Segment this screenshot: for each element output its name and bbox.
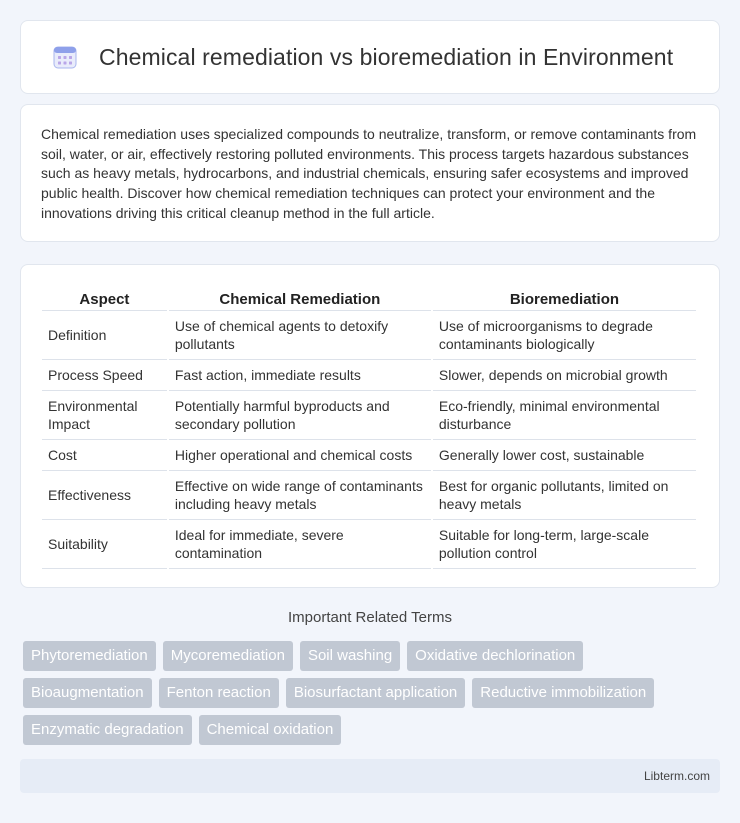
table-cell-bio: Generally lower cost, sustainable xyxy=(433,440,696,471)
term-chip-reductive-immobilization[interactable]: Reductive immobilization xyxy=(472,678,654,708)
term-chip-chemical-oxidation[interactable]: Chemical oxidation xyxy=(199,715,342,745)
table-cell-aspect: Suitability xyxy=(42,520,167,569)
header-chemical-remediation: Chemical Remediation xyxy=(169,285,431,311)
table-header-row xyxy=(42,285,696,311)
terms-row xyxy=(23,641,723,671)
table-cell-chemical: Ideal for immediate, severe contamination xyxy=(169,520,431,569)
table-cell-aspect: Environmental Impact xyxy=(42,391,167,440)
term-chip-fenton-reaction[interactable]: Fenton reaction xyxy=(159,678,279,708)
comparison-table xyxy=(40,285,698,569)
table-cell-chemical: Potentially harmful byproducts and secondary pollution xyxy=(169,391,431,440)
term-chip-soil-washing[interactable]: Soil washing xyxy=(300,641,400,671)
term-chip-mycoremediation[interactable]: Mycoremediation xyxy=(163,641,293,671)
term-chip-phytoremediation[interactable]: Phytoremediation xyxy=(23,641,156,671)
term-chip-biosurfactant-application[interactable]: Biosurfactant application xyxy=(286,678,465,708)
terms-row xyxy=(23,715,723,745)
footer-site-link[interactable]: Libterm.com xyxy=(643,769,710,783)
intro-paragraph: Chemical remediation uses specialized compounds to neutralize, transform, or remove contaminants from soil, water, or air, effectively restoring polluted environments. This process targets hazardous substances such as heavy metals, hydrocarbons, and industrial chemicals, ensuring safer ecosystems and improved public health. Discover how chemical remediation techniques can protect your environment and the innovations driving this critical cleanup method in the full article. xyxy=(41,126,697,221)
related-terms-heading: Important Related Terms xyxy=(288,609,452,626)
table-cell-chemical: Fast action, immediate results xyxy=(169,360,431,391)
table-cell-aspect: Effectiveness xyxy=(42,471,167,520)
footer xyxy=(20,759,720,793)
header-aspect: Aspect xyxy=(42,285,167,311)
table-cell-bio: Suitable for long-term, large-scale pollution control xyxy=(433,520,696,569)
table-row xyxy=(42,440,696,471)
table-row xyxy=(42,360,696,391)
term-chip-oxidative-dechlorination[interactable]: Oxidative dechlorination xyxy=(407,641,583,671)
title-card xyxy=(20,20,720,94)
related-terms-list xyxy=(23,641,723,752)
table-cell-chemical: Higher operational and chemical costs xyxy=(169,440,431,471)
comparison-card xyxy=(20,264,720,588)
table-cell-bio: Eco-friendly, minimal environmental disturbance xyxy=(433,391,696,440)
calendar-icon xyxy=(51,43,79,71)
term-chip-enzymatic-degradation[interactable]: Enzymatic degradation xyxy=(23,715,192,745)
table-row xyxy=(42,391,696,440)
terms-row xyxy=(23,678,723,708)
intro-card xyxy=(20,104,720,242)
term-chip-bioaugmentation[interactable]: Bioaugmentation xyxy=(23,678,152,708)
table-cell-aspect: Process Speed xyxy=(42,360,167,391)
table-cell-bio: Slower, depends on microbial growth xyxy=(433,360,696,391)
table-cell-bio: Use of microorganisms to degrade contaminants biologically xyxy=(433,311,696,360)
page-title: Chemical remediation vs bioremediation in Environment xyxy=(99,43,674,70)
header-bioremediation: Bioremediation xyxy=(433,285,696,311)
table-cell-aspect: Cost xyxy=(42,440,167,471)
table-cell-chemical: Use of chemical agents to detoxify pollutants xyxy=(169,311,431,360)
table-row xyxy=(42,311,696,360)
table-row xyxy=(42,520,696,569)
table-cell-aspect: Definition xyxy=(42,311,167,360)
table-cell-chemical: Effective on wide range of contaminants including heavy metals xyxy=(169,471,431,520)
table-row xyxy=(42,471,696,520)
table-cell-bio: Best for organic pollutants, limited on heavy metals xyxy=(433,471,696,520)
